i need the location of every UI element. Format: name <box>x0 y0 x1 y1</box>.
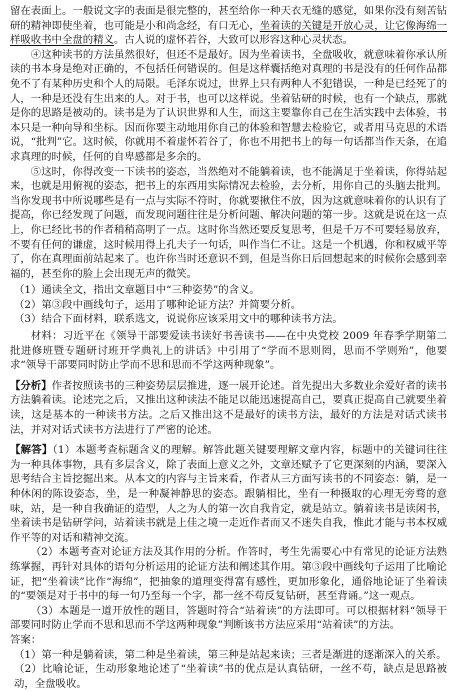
analysis-section <box>10 379 447 437</box>
solution-section <box>10 443 447 545</box>
solution-q2: （2）本题考查对论证方法及其作用的分析。作答时，考生先需要心中有常见的论证方法熟练掌握，再针对具体的语句分析运用的论证方法和阐述其作用。第③段中画线句子运用了比喻论证，把“坐着读”比作“海绵”，把抽象的道理变得富有感性，更加形象化，通俗地论证了坐着读的“要领是对于书中的每一句乃至每一个字，都一丝不苟反复钻研，甚至背诵。”这一观点。 <box>10 546 447 603</box>
answer-1: （1）第一种是躺着读，第二种是坐着读，第三种是站起来读；三者是渐进的逐渐深入的关系。 <box>14 648 447 661</box>
passage-lead-text: 留在表面上。一般说文字的表面是很完整的，甚至给你一种天衣无缝的感觉，如果你没有刻苦钻研的精神即使坐着，也可能是小和尚念经，有口无心， <box>10 5 447 32</box>
answer-label: 答案： <box>10 633 42 646</box>
passage-paragraph-4: ④这种读书的方法虽然很好，但还不是最好。因为坐着读书，全盘吸收，就意味着你承认所读的书本身是绝对正确的，不包括任何错误的。但是这样囊括绝对真理的书是没有的任何作品都免不了有某种历史和个人的局限。毛泽东说过，世界上只有两种人不犯错误，一种是已经死了的人，一种是还没有生出来的人。对于书，也可以这样说。坐着钻研的时候，也有一个缺点，那就是你的思路是被动的。读书是为了认识世界和人生，而这主要靠你自己在生活实践中去体验，书本只是一种向导和坐标。因而你要主动地用你自己的体验和智慧去检验它，或者用马克思的术语说，“批判”它。这时候，你就用不着虚怀若谷了，你也不用把书上的每一句话都当作天条，在追求真理的时候，任何的自卑感都是多余的。 <box>10 48 447 163</box>
question-3: （3）结合下面材料，联系选文，说说你应该采用文中的哪种读书方法。 <box>14 313 343 326</box>
underlined-sentence: 坐着读的关键是开放心灵，让它像海绵一样吸收书中全盘的精义 <box>10 19 448 47</box>
answer-2: （2）比喻论证，生动形象地论述了“坐着读”书的优点是认真钻研，一丝不苟，缺点是思路被动，全盘吸收。 <box>14 663 447 690</box>
analysis-text: 作者按照读书的三种姿势层层推进，逐一展开论述。首先提出大多数业余爱好者的读书方法躺着读。论述完之后，又推出这种读法不能足以能迅速提高自己，要真正提高自己就要坐着读，这是基本的一种读书方法。之后又推出这不是最好的读书方法，最好的方法是对话式读书法，并对对话式读书方法进行了严密的论述。 <box>10 379 448 436</box>
material-paragraph: 材料：习近平在《领导干部要爱读书读好书善读书——在中央党校 2009 年春季学期第二批进修班暨专题研讨班开学典礼上的讲话》中引用了“学而不思则罔，思而不学则殆”，他要求“领导干部要同时防止学而不思和思而不学这两种现象”。 <box>10 330 447 372</box>
solution-q1: （1）本题考查标题含义的理解。解答此题关键要理解文章内容，标题中的关键词往往为一种具体事物，具有多层含义，除了表面上意义之外，文章还赋予了它更深刻的内涵，要深入思考结合主旨挖掘出来。从本文的内容与主旨来看，作者从三方面写读书的不同姿态：躺，是一种休闲的陈设姿态，坐，是一种凝神静思的姿态。跟躺相比，坐有一种摄取的心理无旁骛的意味，站，是一种自我确证的造型，人之为人的第一次自我肯定，就是站立。躺着读书是读闲书，坐着读书是钻研学问，站着读书就是上佳之境一走近作者而又不迷失自我，惟此才能与书本权威作平等的对话和精神交流。 <box>10 444 447 544</box>
question-1: （1）通读全文，指出文章题目中“三种姿势”的含义。 <box>14 284 260 297</box>
passage-tail-text: 。古人说的虚怀若谷，大致可以形容这种心灵状态。 <box>113 34 353 47</box>
passage-paragraph-5: ⑤这时，你得改变一下读书的姿态，当然绝对不能躺着读，也不能满足于坐着读，你得站起来，也就是用俯视的姿态，把书上的东西用实际情况去检验，去分析，用你自己的头脑去批判。当你发现书中所说哪些是有一点与实际不符时，你就要揪住不放，因为这就意味着你的认识有了提高，你已经发现了问题，而发现问题往往是分析问题、解决问题的第一步。这就是说在这一点上，你已经比书的作者稍稍高明了一点。这时你当然还要反复思考，但是千万不可要轻易放弃，不要有任何的谦虚，这时候用得上孔夫子一句话，叫作当仁不让。这是一个机遇，你和权威平等了，你在真理面前站起来了。也许你当时还意识不到，但是当你日后回想起来的时候你会感到幸福的，甚至你的脸上会出现无声的微笑。 <box>10 165 447 280</box>
solution-label: 【解答】 <box>10 444 53 457</box>
analysis-label: 【分析】 <box>10 379 52 392</box>
solution-q3: （3）本题是一道开放性的题目，答题时符合“站着读”的方法即可。可以根据材料“领导干部要同时防止学而不思和思而不学这两种现象”判断该书方法应采用“站着读”的方法。 <box>10 604 447 632</box>
passage-paragraph-3-continued <box>10 4 447 48</box>
question-2: （2）第③段中画线句子，运用了哪种论证方法？并简要分析。 <box>14 298 302 311</box>
